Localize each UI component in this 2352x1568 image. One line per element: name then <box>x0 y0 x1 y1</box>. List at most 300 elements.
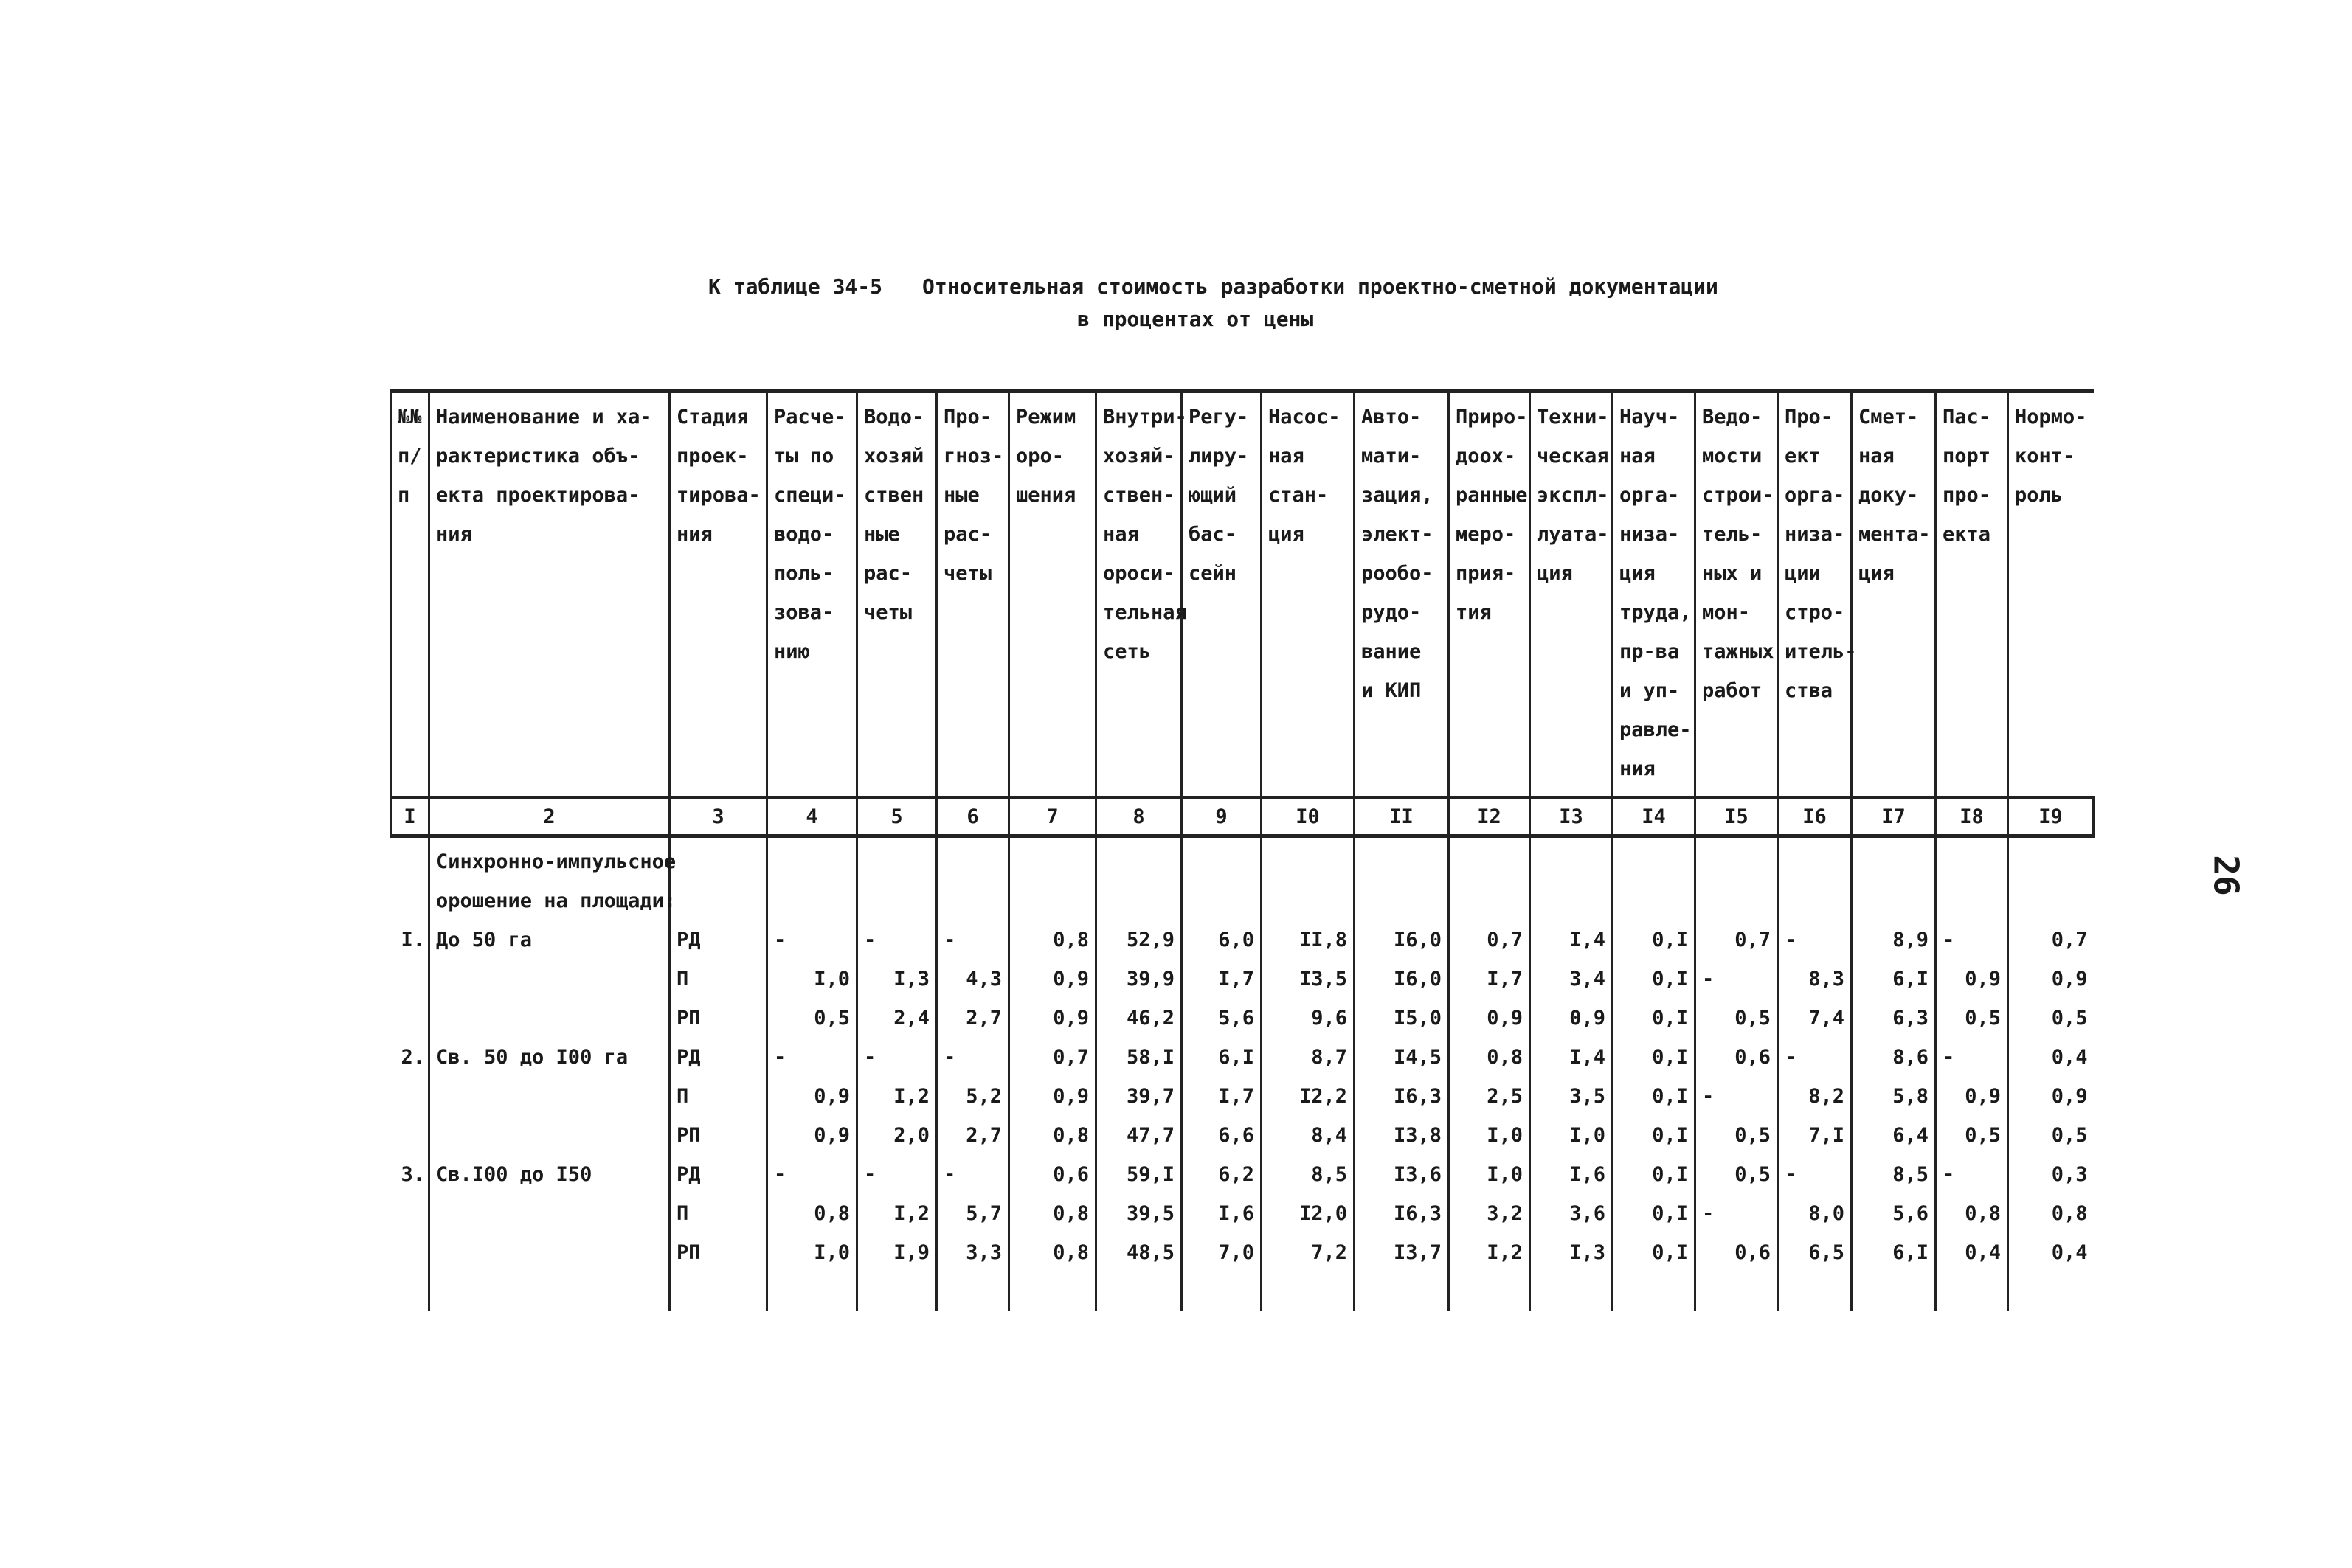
value-cell: 8,6 <box>1852 1038 1936 1077</box>
value-cell: 48,5 <box>1096 1233 1182 1272</box>
column-header-line: ект <box>1785 445 1821 468</box>
value-cell: I,0 <box>1530 1116 1613 1155</box>
empty-cell <box>1096 881 1182 920</box>
column-header-line: низа- <box>1785 523 1845 546</box>
value-cell: 0,9 <box>2008 1077 2094 1116</box>
column-header-line: Ведо- <box>1702 406 1763 429</box>
column-header <box>767 392 857 798</box>
value-cell: 39,5 <box>1096 1194 1182 1233</box>
column-header <box>857 392 937 798</box>
value-cell: 6,4 <box>1852 1116 1936 1155</box>
column-header-line: №№ <box>398 406 422 429</box>
column-header-line: ороси- <box>1103 562 1175 585</box>
empty-cell <box>1695 836 1778 882</box>
column-header-line: ция <box>1858 562 1895 585</box>
value-cell: - <box>1778 1038 1852 1077</box>
value-cell: - <box>857 1155 937 1194</box>
column-header <box>1096 392 1187 798</box>
column-header-line: ные <box>944 484 980 507</box>
page-number: 26 <box>2206 855 2246 896</box>
column-header-line: Смет- <box>1858 406 1919 429</box>
value-cell: 0,5 <box>1695 1155 1778 1194</box>
value-cell: I6,0 <box>1355 960 1449 999</box>
column-header-line: шения <box>1016 484 1076 507</box>
value-cell: 0,9 <box>2008 960 2094 999</box>
value-cell: 0,9 <box>1009 999 1096 1038</box>
value-cell: - <box>1778 1155 1852 1194</box>
column-header-line: зация, <box>1361 484 1433 507</box>
value-cell: I4,5 <box>1355 1038 1449 1077</box>
value-cell: I,7 <box>1182 960 1262 999</box>
value-cell: 0,9 <box>767 1077 857 1116</box>
column-header-line: нию <box>774 640 810 663</box>
column-header-line: екта <box>1943 523 1991 546</box>
value-cell: - <box>1936 1155 2008 1194</box>
empty-cell <box>1449 1272 1530 1311</box>
design-stage: П <box>670 960 767 999</box>
column-header-line: Внутри- <box>1103 406 1187 429</box>
column-header-line: ные <box>864 523 900 546</box>
table-reference: К таблице 34-5 <box>708 274 883 299</box>
object-name: Св. 50 до I00 га <box>429 1038 670 1077</box>
value-cell: 0,3 <box>2008 1155 2094 1194</box>
empty-cell <box>670 836 767 882</box>
value-cell: - <box>1936 920 2008 960</box>
empty-cell <box>1695 1272 1778 1311</box>
value-cell: - <box>1778 920 1852 960</box>
column-header-line: ная <box>1103 523 1139 546</box>
design-stage: П <box>670 1077 767 1116</box>
value-cell: 5,6 <box>1852 1194 1936 1233</box>
value-cell: 0,I <box>1613 1116 1695 1155</box>
group-title: Синхронно-импульсное <box>429 836 670 882</box>
column-header-line: орга- <box>1785 484 1845 507</box>
design-stage: РП <box>670 1116 767 1155</box>
empty-cell <box>1936 1272 2008 1311</box>
empty-cell <box>767 1272 857 1311</box>
column-header-line: рас- <box>944 523 992 546</box>
row-index <box>391 999 429 1038</box>
column-header-line: и КИП <box>1361 679 1422 702</box>
column-header-line: роль <box>2015 484 2064 507</box>
value-cell: 2,4 <box>857 999 937 1038</box>
empty-cell <box>1936 881 2008 920</box>
column-header-line: гноз- <box>944 445 1004 468</box>
value-cell: 2,7 <box>937 999 1009 1038</box>
empty-cell <box>1778 881 1852 920</box>
column-header-line: Авто- <box>1361 406 1422 429</box>
empty-cell <box>1262 881 1355 920</box>
column-number: I0 <box>1262 797 1355 836</box>
column-header-line: пр-ва <box>1619 640 1680 663</box>
value-cell: 0,5 <box>767 999 857 1038</box>
value-cell: I,0 <box>767 960 857 999</box>
design-stage: РД <box>670 1155 767 1194</box>
value-cell: I6,3 <box>1355 1194 1449 1233</box>
table-row <box>391 1038 2094 1077</box>
group-title: орошение на площади: <box>429 881 670 920</box>
column-header-line: рообо- <box>1361 562 1433 585</box>
value-cell: 0,9 <box>1936 1077 2008 1116</box>
column-header-line: мости <box>1702 445 1763 468</box>
column-header-line: ция <box>1268 523 1304 546</box>
empty-cell <box>391 836 429 882</box>
column-number: 4 <box>767 797 857 836</box>
value-cell: 3,4 <box>1530 960 1613 999</box>
value-cell: 0,8 <box>2008 1194 2094 1233</box>
value-cell: 39,9 <box>1096 960 1182 999</box>
column-header-line: Насос- <box>1268 406 1341 429</box>
empty-cell <box>1096 836 1182 882</box>
column-number: 7 <box>1009 797 1096 836</box>
column-header <box>1182 392 1262 798</box>
column-header-line: ная <box>1858 445 1895 468</box>
value-cell: 0,I <box>1613 1155 1695 1194</box>
column-header-line: тия <box>1456 601 1492 624</box>
value-cell: 6,3 <box>1852 999 1936 1038</box>
row-index <box>391 1077 429 1116</box>
column-header-line: оро- <box>1016 445 1065 468</box>
empty-cell <box>1449 881 1530 920</box>
column-header <box>429 392 670 798</box>
column-header <box>937 392 1009 798</box>
value-cell: 0,I <box>1613 920 1695 960</box>
table-title-line-1: Относительная стоимость разработки проектно-сметной документации <box>922 274 1718 299</box>
value-cell: 8,4 <box>1262 1116 1355 1155</box>
value-cell: - <box>767 920 857 960</box>
value-cell: I,3 <box>1530 1233 1613 1272</box>
value-cell: 8,9 <box>1852 920 1936 960</box>
empty-cell <box>1355 836 1449 882</box>
column-header-line: сейн <box>1189 562 1237 585</box>
column-number: I6 <box>1778 797 1852 836</box>
value-cell: 2,0 <box>857 1116 937 1155</box>
column-header-line: итель- <box>1785 640 1857 663</box>
value-cell: - <box>1695 1194 1778 1233</box>
empty-cell <box>1613 836 1695 882</box>
column-header-line: лиру- <box>1189 445 1249 468</box>
row-index: I. <box>401 929 425 951</box>
value-cell: I,9 <box>857 1233 937 1272</box>
value-cell: 6,6 <box>1182 1116 1262 1155</box>
value-cell: I,6 <box>1182 1194 1262 1233</box>
value-cell: I3,6 <box>1355 1155 1449 1194</box>
value-cell: 0,6 <box>1695 1233 1778 1272</box>
empty-cell <box>1530 881 1613 920</box>
value-cell: 6,I <box>1852 960 1936 999</box>
column-number: I9 <box>2008 797 2094 836</box>
empty-cell <box>857 881 937 920</box>
value-cell: 0,9 <box>1009 1077 1096 1116</box>
value-cell: 3,2 <box>1449 1194 1530 1233</box>
empty-cell <box>1009 881 1096 920</box>
column-header-line: и уп- <box>1619 679 1680 702</box>
value-cell: - <box>767 1038 857 1077</box>
value-cell: 6,5 <box>1778 1233 1852 1272</box>
value-cell: 4,3 <box>937 960 1009 999</box>
group-title-row <box>391 836 2094 882</box>
value-cell: 0,9 <box>1449 999 1530 1038</box>
column-header-line: тельная <box>1103 601 1187 624</box>
column-header-line: доох- <box>1456 445 1516 468</box>
column-header-line: четы <box>864 601 913 624</box>
group-title-row <box>391 881 2094 920</box>
value-cell: 7,2 <box>1262 1233 1355 1272</box>
column-header-line: прия- <box>1456 562 1516 585</box>
column-header-line: рас- <box>864 562 913 585</box>
object-name <box>429 1194 670 1233</box>
value-cell: 0,I <box>1613 1233 1695 1272</box>
value-cell: 8,3 <box>1778 960 1852 999</box>
value-cell: 0,9 <box>767 1116 857 1155</box>
value-cell: II,8 <box>1262 920 1355 960</box>
column-header <box>2008 392 2094 798</box>
column-header-line: ная <box>1619 445 1656 468</box>
column-number: I4 <box>1613 797 1695 836</box>
empty-cell <box>429 1272 670 1311</box>
value-cell: 0,5 <box>1936 1116 2008 1155</box>
column-number: I7 <box>1852 797 1936 836</box>
value-cell: 6,I <box>1852 1233 1936 1272</box>
empty-cell <box>1852 881 1936 920</box>
row-index: 3. <box>401 1163 425 1186</box>
column-header-line: бас- <box>1189 523 1237 546</box>
value-cell: 8,2 <box>1778 1077 1852 1116</box>
column-header <box>1009 392 1096 798</box>
value-cell: 0,5 <box>2008 1116 2094 1155</box>
value-cell: 0,7 <box>1449 920 1530 960</box>
empty-cell <box>2008 836 2094 882</box>
value-cell: - <box>937 1155 1009 1194</box>
empty-cell <box>1009 1272 1096 1311</box>
empty-cell <box>1936 836 2008 882</box>
column-header <box>1695 392 1778 798</box>
column-header-line: элект- <box>1361 523 1433 546</box>
table-row <box>391 1116 2094 1155</box>
value-cell: 0,8 <box>1449 1038 1530 1077</box>
column-number: 3 <box>670 797 767 836</box>
value-cell: 3,5 <box>1530 1077 1613 1116</box>
column-header-line: ствен- <box>1103 484 1175 507</box>
value-cell: 8,7 <box>1262 1038 1355 1077</box>
value-cell: I,0 <box>1449 1155 1530 1194</box>
column-header-line: стан- <box>1268 484 1329 507</box>
value-cell: 6,0 <box>1182 920 1262 960</box>
column-header-line: Стадия <box>677 406 749 429</box>
value-cell: 0,I <box>1613 1038 1695 1077</box>
table-row <box>391 920 2094 960</box>
value-cell: I,0 <box>767 1233 857 1272</box>
empty-cell <box>1355 881 1449 920</box>
table-title-line-2: в процентах от цены <box>1077 307 1314 331</box>
value-cell: 0,5 <box>1695 999 1778 1038</box>
column-header-line: ция <box>1537 562 1573 585</box>
column-header <box>1530 392 1613 798</box>
object-name <box>429 1077 670 1116</box>
empty-cell <box>391 881 429 920</box>
value-cell: 6,I <box>1182 1038 1262 1077</box>
column-header-line: рактеристика объ- <box>436 445 640 468</box>
empty-cell <box>2008 881 2094 920</box>
value-cell: I6,3 <box>1355 1077 1449 1116</box>
column-header-line: равле- <box>1619 718 1692 741</box>
table-body <box>391 836 2094 1312</box>
value-cell: 0,8 <box>1936 1194 2008 1233</box>
column-number-row <box>391 797 2094 836</box>
value-cell: 0,4 <box>1936 1233 2008 1272</box>
cost-table <box>390 389 2095 1311</box>
value-cell: - <box>1936 1038 2008 1077</box>
column-number: 8 <box>1096 797 1182 836</box>
value-cell: 0,5 <box>2008 999 2094 1038</box>
column-number: I8 <box>1936 797 2008 836</box>
empty-cell <box>1009 836 1096 882</box>
table-row <box>391 1194 2094 1233</box>
value-cell: 0,4 <box>2008 1038 2094 1077</box>
column-header-line: ранные <box>1456 484 1528 507</box>
column-header-line: Режим <box>1016 406 1076 429</box>
empty-cell <box>767 881 857 920</box>
column-header-line: хозяй <box>864 445 924 468</box>
column-header-line: рудо- <box>1361 601 1422 624</box>
column-header-line: ющий <box>1189 484 1237 507</box>
empty-cell <box>1182 836 1262 882</box>
column-number: I5 <box>1695 797 1778 836</box>
value-cell: 58,I <box>1096 1038 1182 1077</box>
column-number: 5 <box>857 797 937 836</box>
value-cell: 0,8 <box>767 1194 857 1233</box>
column-header-line: тель- <box>1702 523 1763 546</box>
value-cell: - <box>1695 1077 1778 1116</box>
column-header-line: екта проектирова- <box>436 484 640 507</box>
empty-cell <box>670 881 767 920</box>
value-cell: 8,5 <box>1262 1155 1355 1194</box>
value-cell: 0,5 <box>1936 999 2008 1038</box>
column-header-line: поль- <box>774 562 834 585</box>
column-header-line: хозяй- <box>1103 445 1175 468</box>
value-cell: 0,9 <box>1530 999 1613 1038</box>
column-header <box>1778 392 1857 798</box>
value-cell: I5,0 <box>1355 999 1449 1038</box>
column-number: I3 <box>1530 797 1613 836</box>
empty-cell <box>391 1272 429 1311</box>
row-index <box>391 1233 429 1272</box>
column-header-line: стро- <box>1785 601 1845 624</box>
column-header-line: орга- <box>1619 484 1680 507</box>
design-stage: П <box>670 1194 767 1233</box>
value-cell: I,0 <box>1449 1116 1530 1155</box>
column-number: 6 <box>937 797 1009 836</box>
value-cell: - <box>857 1038 937 1077</box>
value-cell: 59,I <box>1096 1155 1182 1194</box>
column-header-line: порт <box>1943 445 1991 468</box>
column-header-line: Про- <box>1785 406 1833 429</box>
empty-cell <box>2008 1272 2094 1311</box>
value-cell: 2,7 <box>937 1116 1009 1155</box>
empty-cell <box>937 1272 1009 1311</box>
value-cell: 47,7 <box>1096 1116 1182 1155</box>
empty-cell <box>1778 836 1852 882</box>
empty-cell <box>1852 836 1936 882</box>
empty-cell <box>1695 881 1778 920</box>
column-header-line: конт- <box>2015 445 2075 468</box>
empty-cell <box>1182 1272 1262 1311</box>
column-header <box>670 392 767 798</box>
design-stage: РД <box>670 1038 767 1077</box>
value-cell: I2,0 <box>1262 1194 1355 1233</box>
column-header <box>1852 392 1936 798</box>
column-header-line: проек- <box>677 445 749 468</box>
value-cell: I,4 <box>1530 920 1613 960</box>
value-cell: I3,5 <box>1262 960 1355 999</box>
empty-cell <box>1355 1272 1449 1311</box>
empty-cell <box>1449 836 1530 882</box>
column-header-line: доку- <box>1858 484 1919 507</box>
column-number: I2 <box>1449 797 1530 836</box>
empty-cell <box>1096 1272 1182 1311</box>
value-cell: 0,I <box>1613 1077 1695 1116</box>
empty-cell <box>1262 836 1355 882</box>
value-cell: I,2 <box>857 1194 937 1233</box>
column-header-line: ты по <box>774 445 834 468</box>
column-header-line: меро- <box>1456 523 1516 546</box>
column-header-line: водо- <box>774 523 834 546</box>
value-cell: I,2 <box>857 1077 937 1116</box>
value-cell: I6,0 <box>1355 920 1449 960</box>
column-header-line: п/п <box>398 445 422 507</box>
column-header-line: ния <box>436 523 472 546</box>
column-header-line: строи- <box>1702 484 1774 507</box>
column-header-line: мон- <box>1702 601 1751 624</box>
column-header <box>1449 392 1530 798</box>
empty-cell <box>767 836 857 882</box>
table-row <box>391 1155 2094 1194</box>
value-cell: 0,9 <box>1936 960 2008 999</box>
value-cell: 6,2 <box>1182 1155 1262 1194</box>
value-cell: 0,5 <box>1695 1116 1778 1155</box>
column-header-line: мати- <box>1361 445 1422 468</box>
column-header-line: ных и <box>1702 562 1763 585</box>
value-cell: 0,7 <box>1009 1038 1096 1077</box>
column-header <box>1262 392 1355 798</box>
column-header-line: Нормо- <box>2015 406 2087 429</box>
empty-cell <box>1613 1272 1695 1311</box>
empty-cell <box>1262 1272 1355 1311</box>
object-name: До 50 га <box>429 920 670 960</box>
object-name <box>429 1233 670 1272</box>
column-header <box>391 392 429 798</box>
column-header-line: Регу- <box>1189 406 1249 429</box>
value-cell: 5,6 <box>1182 999 1262 1038</box>
empty-cell <box>1182 881 1262 920</box>
table-row <box>391 1233 2094 1272</box>
empty-cell <box>937 881 1009 920</box>
value-cell: 3,6 <box>1530 1194 1613 1233</box>
value-cell: 7,4 <box>1778 999 1852 1038</box>
object-name <box>429 960 670 999</box>
column-header-line: тажных <box>1702 640 1774 663</box>
column-number: II <box>1355 797 1449 836</box>
value-cell: 0,7 <box>2008 920 2094 960</box>
value-cell: 3,3 <box>937 1233 1009 1272</box>
column-header-line: Науч- <box>1619 406 1680 429</box>
column-header-line: Техни- <box>1537 406 1609 429</box>
column-header-line: ния <box>677 523 713 546</box>
empty-cell <box>1530 1272 1613 1311</box>
column-number: 9 <box>1182 797 1262 836</box>
column-header-line: Про- <box>944 406 992 429</box>
value-cell: I,2 <box>1449 1233 1530 1272</box>
